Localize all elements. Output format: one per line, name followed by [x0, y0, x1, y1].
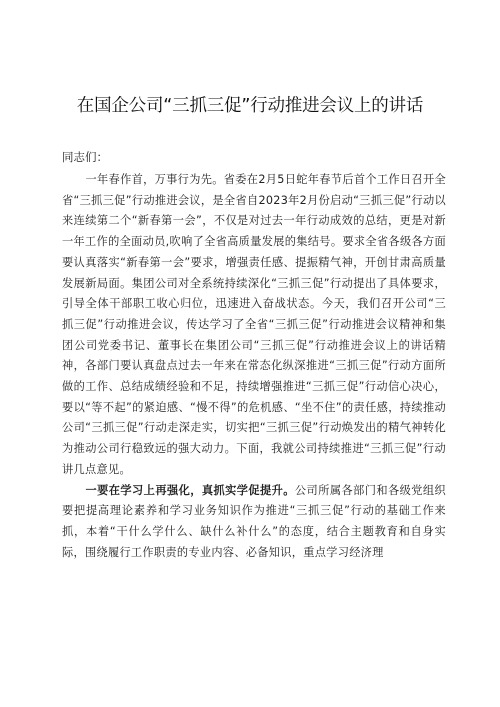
paragraph: [62, 481, 446, 564]
paragraph-text: 公司所属各部门和各级党组织要把提高理论素养和学习业务知识作为推进“三抓三促”行动的基础工作来抓，本着“干什么学什么、缺什么补什么”的态度，结合主题教育和自身实际，围绕履行工作职责的专业内容、必备知识，重点学习经济理: [62, 483, 447, 559]
paragraph-lead: 一要在学习上再强化，真抓实学促提升。: [85, 483, 295, 497]
salutation: 同志们：: [62, 150, 108, 164]
speech-body: [62, 170, 446, 563]
paragraph: [62, 170, 446, 481]
paragraph-text: 一年春作首，万事行为先。省委在2月5日蛇年春节后首个工作日召开全省“三抓三促”行动推进会议，是全省自2023年2月份启动“三抓三促”行动以来连续第二个“新春第一会”，不仅是对过去一年行动成效的总结，更是对新一年工作的全面动员,吹响了全省高质量发展的集结号。要求全省各级各方面要认真落实“新春第一会”要求，增强责任感、提振精气神，开创甘肃高质量发展新局面。集团公司对全系统持续深化“三抓三促”行动提出了具体要求，引导全体干部职工收心归位，迅速进入奋战状态。今天，我们召开公司“三抓三促”行动推进会议，传达学习了全省“三抓三促”行动推进会议精神和集团公司党委书记、董事长在集团公司“三抓三促”行动推进会议上的讲话精神，各部门要认真盘点过去一年来在常态化纵深推进“三抓三促”行动方面所做的工作、总结成绩经验和不足，持续增强推进“三抓三促”行动信心决心，要以“等不起”的紧迫感、“慢不得”的危机感、“坐不住”的责任感，持续推动公司“三抓三促”行动走深走实，切实把“三抓三促”行动焕发出的精气神转化为推动公司行稳致远的强大动力。下面，我就公司持续推进“三抓三促”行动讲几点意见。: [62, 173, 446, 476]
document-title: 在国企公司“三抓三促”行动推进会议上的讲话: [76, 96, 424, 116]
